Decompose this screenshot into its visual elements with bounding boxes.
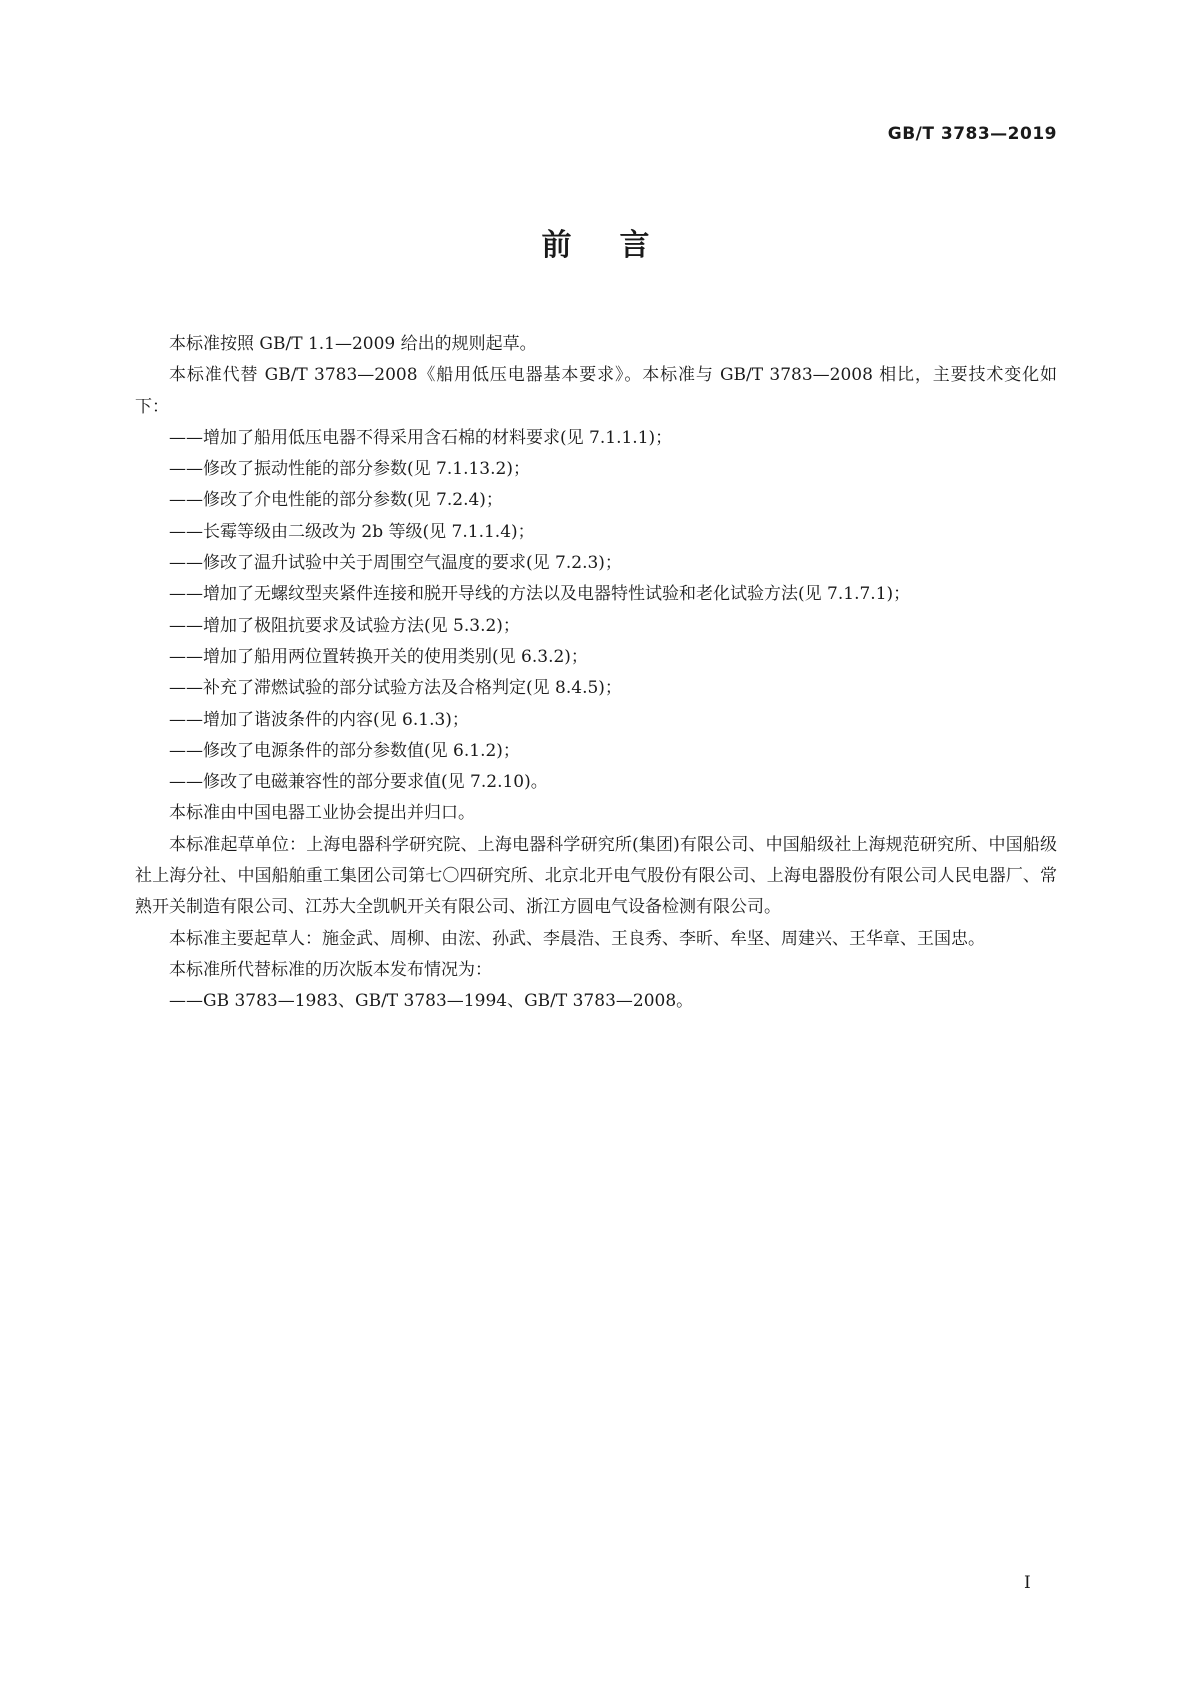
list-item: ——修改了介电性能的部分参数(见 7.2.4)；	[169, 490, 503, 511]
paragraph-drafting-units: 本标准起草单位：上海电器科学研究院、上海电器科学研究所(集团)有限公司、中国船级社上海规范研究所、中国船级社上海分社、中国船舶重工集团公司第七〇四研究所、北京北开电气股份有限公司、上海电器股份有限公司人民电器厂、常熟开关制造有限公司、江苏大全凯帆开关有限公司、浙江方圆电气设备检测有限公司。	[135, 834, 1057, 918]
list-item: ——增加了船用低压电器不得采用含石棉的材料要求(见 7.1.1.1)；	[169, 427, 673, 448]
history-item: ——GB 3783—1983、GB/T 3783—1994、GB/T 3783—2008。	[169, 991, 694, 1012]
list-item: ——增加了船用两位置转换开关的使用类别(见 6.3.2)；	[169, 646, 588, 667]
list-item: ——补充了滞燃试验的部分试验方法及合格判定(见 8.4.5)；	[169, 678, 622, 699]
list-item: ——修改了温升试验中关于周围空气温度的要求(见 7.2.3)；	[169, 553, 622, 574]
paragraph-history-intro: 本标准所代替标准的历次版本发布情况为：	[169, 959, 492, 980]
paragraph-proposer: 本标准由中国电器工业协会提出并归口。	[169, 803, 475, 824]
paragraph-drafting-rules: 本标准按照 GB/T 1.1—2009 给出的规则起草。	[169, 334, 537, 354]
list-item: ——增加了谐波条件的内容(见 6.1.3)；	[169, 709, 469, 730]
list-item: ——修改了电磁兼容性的部分要求值(见 7.2.10)。	[169, 772, 548, 793]
list-item: ——增加了极阻抗要求及试验方法(见 5.3.2)；	[169, 615, 520, 636]
standard-code: GB/T 3783—2019	[887, 124, 1057, 144]
foreword-body	[135, 329, 1057, 1018]
paragraph-drafters: 本标准主要起草人：施金武、周柳、由浤、孙武、李晨浩、王良秀、李昕、牟坚、周建兴、王华章、王国忠。	[169, 928, 985, 949]
list-item: ——修改了振动性能的部分参数(见 7.1.13.2)；	[169, 459, 530, 480]
list-item: ——修改了电源条件的部分参数值(见 6.1.2)；	[169, 740, 520, 761]
list-item: ——增加了无螺纹型夹紧件连接和脱开导线的方法以及电器特性试验和老化试验方法(见 7.1.7.1)；	[169, 584, 911, 605]
paragraph-replacement: 本标准代替 GB/T 3783—2008《船用低压电器基本要求》。本标准与 GB/T 3783—2008 相比，主要技术变化如下：	[135, 365, 1057, 417]
list-item: ——长霉等级由二级改为 2b 等级(见 7.1.1.4)；	[169, 521, 535, 542]
page-number: I	[1024, 1573, 1031, 1593]
page-title: 前言	[541, 228, 698, 263]
